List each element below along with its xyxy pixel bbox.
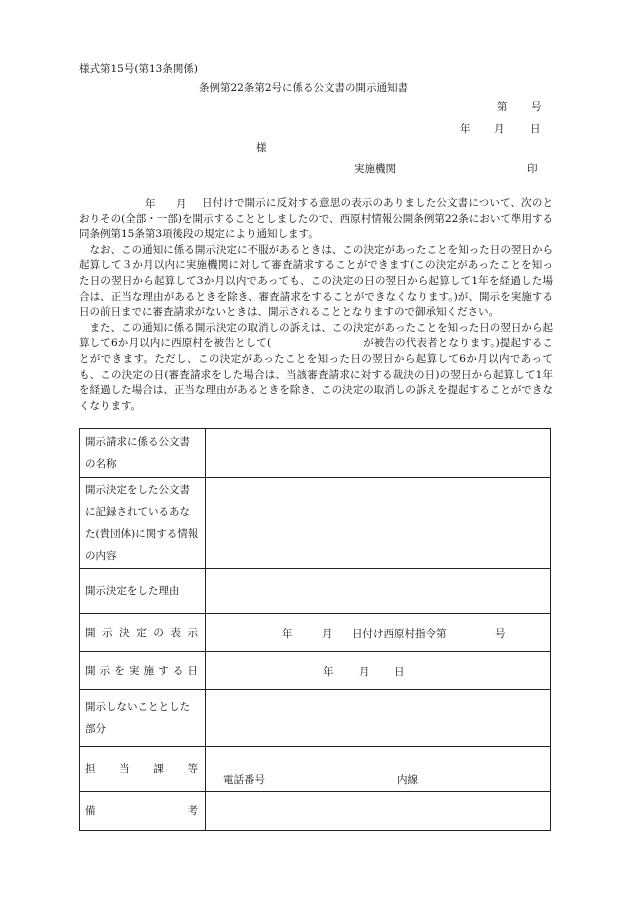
implement-date-value	[206, 652, 551, 690]
label-char: 当	[119, 763, 130, 775]
table-row	[80, 792, 551, 831]
display-tsuki: 月	[322, 628, 333, 640]
addressee-suffix: 様	[256, 142, 267, 154]
doc-name-label: 開示請求に係る公文書の名称	[80, 429, 206, 478]
table-row	[80, 614, 551, 652]
contact-ext: 内線	[397, 774, 418, 786]
label-char: 課	[153, 763, 164, 775]
contact-value	[206, 747, 551, 792]
date-nen: 年	[460, 123, 471, 135]
label-char: 考	[187, 805, 198, 817]
paragraph-1: 日付けで開示に反対する意思の表示のありました公文書について、次のとおりその(全部・一部)を開示することとしましたので、西原村情報公開条例第22条において準用する同条例第15条第3項後段の規定により通知します。	[79, 197, 553, 241]
implement-tsuki: 月	[359, 666, 370, 678]
label-char: 表	[170, 626, 181, 639]
body-date-tsuki: 月	[176, 198, 187, 210]
label-char: 示	[102, 626, 113, 639]
label-char: 示	[99, 664, 111, 677]
display-go: 号	[495, 628, 506, 640]
display-suffix: 日付け西原村指令第	[352, 628, 447, 640]
table-row	[80, 652, 551, 690]
remarks-label-text	[85, 800, 200, 822]
display-label-text	[85, 622, 200, 644]
doc-number-go: 号	[531, 101, 542, 113]
form-number: 様式第15号(第13条関係)	[79, 63, 198, 75]
table-row	[80, 747, 551, 792]
doc-number-dai: 第	[497, 101, 508, 113]
seal-mark: 印	[527, 163, 538, 175]
label-char: 施	[143, 664, 155, 677]
label-char: 日	[187, 664, 198, 677]
date-tsuki: 月	[494, 123, 505, 135]
contact-label	[80, 747, 206, 792]
implement-hi: 日	[394, 666, 405, 678]
document-title: 条例第22条第2号に係る公文書の開示通知書	[199, 82, 409, 94]
implement-nen: 年	[323, 666, 334, 678]
label-char: を	[114, 664, 125, 677]
display-value	[206, 614, 551, 652]
label-char: 開	[85, 664, 96, 677]
contact-phone: 電話番号	[223, 774, 265, 786]
issuer-label: 実施機関	[354, 163, 396, 175]
notice-body	[79, 196, 553, 414]
paragraph-2: なお、この通知に係る開示決定に不服があるときは、この決定があったことを知った日の翌日から起算して３か月以内に実施機関に対して審査請求することができます(この決定があったことを知った日の翌日から起算して3か月以内であっても、この決定の日の翌日から起算して1年を経過した場合は、正当な理由があるときを除き、審査請求をすることができなくなります。)が、開示を実施する日の前日までに審査請求がないときは、開示されることとなりますので御承知ください。	[79, 243, 553, 319]
label-char: る	[172, 664, 184, 677]
label-char: す	[158, 664, 169, 677]
date-hi: 日	[530, 123, 541, 135]
remarks-value	[206, 792, 551, 831]
info-content-value	[206, 478, 551, 569]
undisclosed-label: 開示しないこととした部分	[80, 690, 206, 747]
reason-label: 開示決定をした理由	[80, 569, 206, 614]
body-date-nen: 年	[145, 198, 156, 210]
table-row	[80, 478, 551, 569]
label-char: の	[153, 626, 164, 639]
label-char: 担	[85, 763, 96, 775]
implement-date-label-text	[85, 660, 200, 682]
label-char: 実	[128, 664, 140, 677]
contact-label-text	[85, 758, 200, 780]
table-row	[80, 690, 551, 747]
undisclosed-value	[206, 690, 551, 747]
doc-name-value	[206, 429, 551, 478]
remarks-label	[80, 792, 206, 831]
info-content-label: 開示決定をした公文書に記録されているあなた(貴団体)に関する情報の内容	[80, 478, 206, 569]
table-row	[80, 569, 551, 614]
label-char: 決	[119, 626, 130, 639]
reason-value	[206, 569, 551, 614]
label-char: 定	[136, 626, 147, 639]
label-char: 備	[85, 805, 96, 817]
disclosure-table	[79, 428, 551, 831]
implement-date-label	[80, 652, 206, 690]
display-nen: 年	[282, 628, 293, 640]
display-label	[80, 614, 206, 652]
label-char: 等	[187, 763, 198, 775]
label-char: 開	[85, 626, 96, 639]
label-char: 示	[187, 626, 198, 639]
paragraph-3: また、この通知に係る開示決定の取消しの訴えは、この決定があったことを知った日の翌日から起算して6か月以内に西原村を被告として( が被告の代表者となります。)提起することができます。ただし、この決定があったことを知った日の翌日から起算して6か月以内であっても、この決定の日(審査請求をした場合は、当該審査請求に対する裁決の日)の翌日から起算して1年を経過した場合は、正当な理由があるときを除き、この決定の取消しの訴えを提起することができなくなります。	[79, 321, 553, 412]
table-row	[80, 429, 551, 478]
